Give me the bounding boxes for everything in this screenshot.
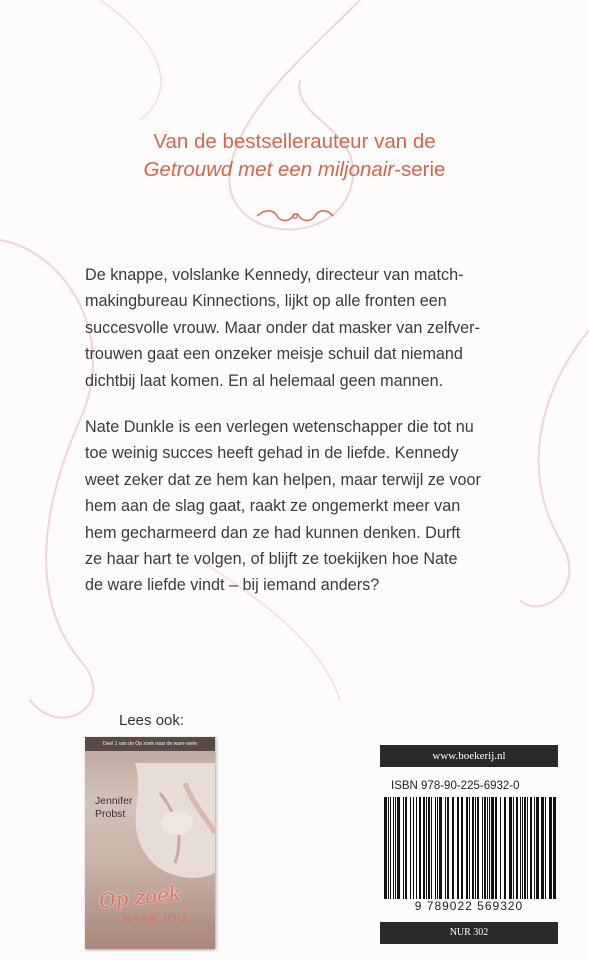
barcode-bar [522, 797, 523, 899]
barcode-number: 9 789022 569320 [414, 899, 524, 913]
blurb-line: Nate Dunkle is een verlegen wetenschapper die tot nu [85, 418, 474, 436]
barcode-bar [500, 797, 501, 899]
barcode-bar [461, 797, 463, 899]
barcode-bar [482, 797, 483, 899]
barcode-bar [403, 797, 404, 899]
barcode-bar [489, 797, 490, 899]
barcode-bar [516, 797, 518, 899]
barcode-bar [397, 797, 400, 899]
barcode-bar [477, 797, 479, 899]
barcode-bar [457, 797, 459, 899]
barcode-bar [447, 797, 449, 899]
barcode-bar [435, 797, 436, 899]
barcode-bar [384, 797, 387, 899]
blurb-line: makingbureau Kinnections, lijkt op alle fronten een [85, 292, 447, 311]
tagline-line-1: Van de bestsellerauteur van de [153, 130, 436, 153]
lees-ook-label: Lees ook: [119, 712, 185, 729]
barcode-bar [466, 797, 468, 899]
blurb-paragraph-1 [85, 262, 515, 394]
related-book-cover [85, 737, 215, 949]
series-title: Getrouwd met een miljonair [143, 158, 395, 181]
cover-author-last: Probst [95, 808, 126, 820]
barcode-bar [530, 797, 532, 899]
barcode-bar [484, 797, 486, 899]
series-suffix: -serie [394, 158, 446, 181]
cover-series-band: Deel 1 van de Op zoek naar de ware-serie [85, 737, 215, 751]
barcode-bar [416, 797, 417, 899]
flourish-ornament-icon [255, 207, 335, 225]
blurb-line: hem aan de slag gaat, raakt ze ongemerkt meer van [85, 497, 461, 516]
barcode-bar [472, 797, 474, 899]
isbn-label: ISBN 978-90-225-6932-0 [391, 780, 520, 792]
barcode-bar [475, 797, 476, 899]
barcode-bar [439, 797, 442, 899]
barcode-bar [536, 797, 539, 899]
cover-figure-illustration [115, 763, 215, 893]
barcode-bar [534, 797, 535, 899]
barcode-bar [549, 797, 552, 899]
barcode-bar [445, 797, 446, 899]
publisher-url-box: www.boekerij.nl [380, 745, 558, 767]
barcode-bar [388, 797, 389, 899]
barcode-bar [426, 797, 427, 899]
blurb-line: weet zeker dat ze hem kan helpen, maar terwijl ze voor [85, 470, 481, 489]
barcode-bar [428, 797, 430, 899]
blurb-paragraph-2 [85, 414, 515, 599]
blurb-line: De knappe, volslanke Kennedy, directeur van match- [85, 266, 464, 284]
barcode-bar [524, 797, 526, 899]
barcode-bar [491, 797, 494, 899]
barcode [380, 797, 558, 899]
barcode-bar [487, 797, 488, 899]
blurb-line: ze haar hart te volgen, of blijft ze toekijken hoe Nate [85, 550, 458, 569]
barcode-bar [413, 797, 414, 899]
barcode-bar [545, 797, 546, 899]
blurb-line: toe weinig succes heeft gehad in de liefde. Kennedy [85, 444, 459, 463]
barcode-bar [520, 797, 521, 899]
barcode-bar [541, 797, 544, 899]
barcode-bar [527, 797, 528, 899]
barcode-bar [553, 797, 556, 899]
barcode-bar [495, 797, 497, 899]
barcode-bar [410, 797, 411, 899]
barcode-bar [513, 797, 514, 899]
barcode-bar [395, 797, 396, 899]
barcode-bar [509, 797, 512, 899]
blurb-line: succesvolle vrouw. Maar onder dat masker van zelfver- [85, 318, 480, 337]
blurb-line: dichtbij laat komen. En al helemaal geen mannen. [85, 371, 444, 390]
barcode-bar [393, 797, 394, 899]
nur-code-box: NUR 302 [380, 922, 558, 944]
barcode-bar [405, 797, 407, 899]
barcode-bar [431, 797, 432, 899]
barcode-bar [419, 797, 421, 899]
barcode-bar [423, 797, 425, 899]
tagline-line-2 [0, 156, 589, 184]
barcode-bar [390, 797, 391, 899]
barcode-bar [452, 797, 454, 899]
barcode-bar [504, 797, 506, 899]
cover-author [95, 795, 132, 821]
barcode-bar [469, 797, 470, 899]
blurb-line: hem gecharmeerd dan ze had kunnen denken. Durft [85, 523, 461, 542]
cover-title-line-2: NAAR JOU [123, 913, 187, 925]
cover-title-line-1: Op zoek [97, 880, 183, 914]
blurb-line: de ware liefde vindt – bij iemand anders? [85, 576, 380, 595]
barcode-bar [437, 797, 438, 899]
cover-author-first: Jennifer [95, 795, 133, 807]
blurb-line: trouwen gaat een onzeker meisje schuil dat niemand [85, 345, 463, 364]
